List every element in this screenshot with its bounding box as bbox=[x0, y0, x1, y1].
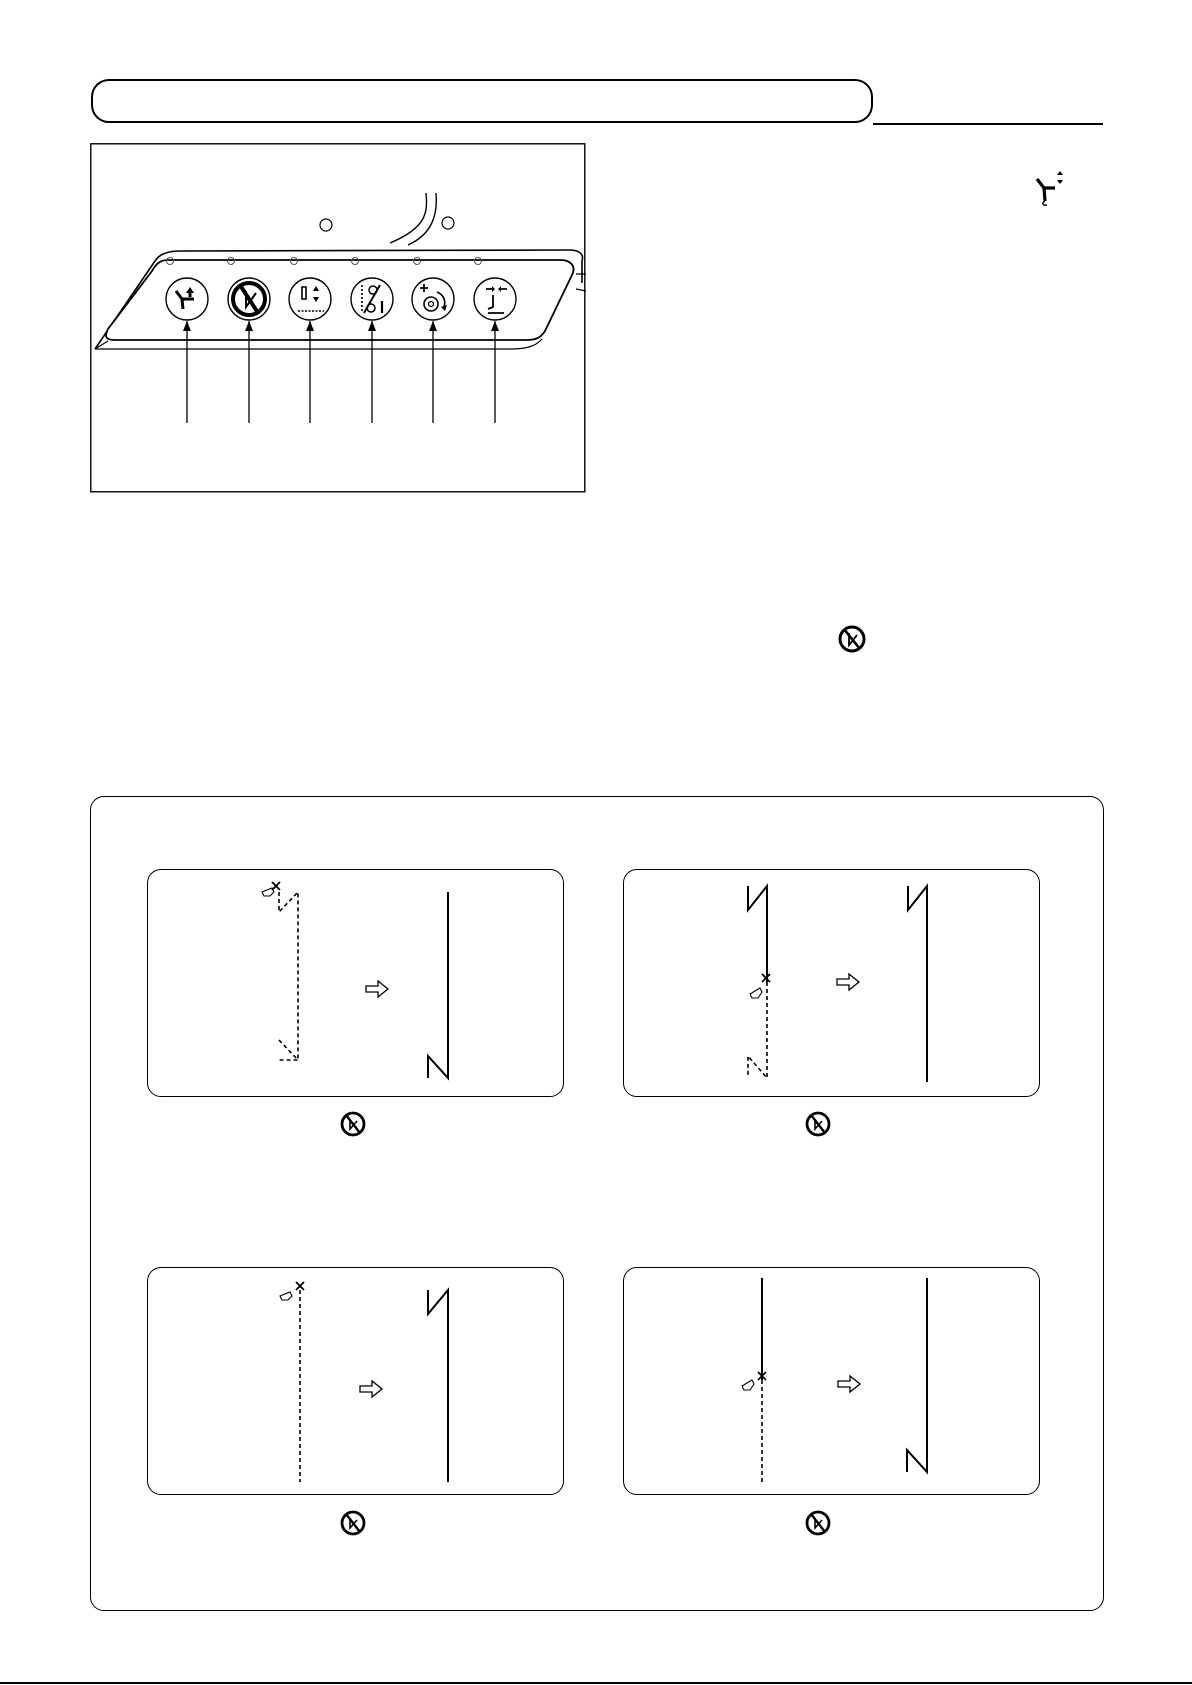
sewing-path-result bbox=[428, 1290, 448, 1482]
example-panel-bottom-right bbox=[623, 1267, 1040, 1495]
sewing-path-solid bbox=[748, 886, 767, 982]
caption-reverse-stitch-cancel-icon bbox=[804, 1110, 832, 1138]
example-panel-top-right bbox=[623, 869, 1040, 1097]
caption-reverse-stitch-cancel-icon bbox=[804, 1509, 832, 1537]
example-panel-bottom-left bbox=[147, 1267, 564, 1495]
transform-arrow bbox=[838, 1376, 860, 1392]
thread-trimmer-icon bbox=[1033, 171, 1069, 207]
button-3-needle-up-down[interactable] bbox=[289, 278, 331, 320]
section-title-frame bbox=[91, 79, 873, 123]
transform-arrow bbox=[837, 974, 859, 990]
sewing-path-result bbox=[908, 886, 927, 1082]
transform-arrow bbox=[360, 1381, 382, 1397]
button-6-presser-foot[interactable] bbox=[474, 278, 516, 320]
example-panel-top-left bbox=[147, 869, 564, 1097]
transform-arrow bbox=[366, 981, 388, 997]
caption-reverse-stitch-cancel-icon bbox=[339, 1110, 367, 1138]
title-rule bbox=[873, 123, 1103, 125]
pointer-x-mark bbox=[262, 882, 280, 896]
button-5-bobbin-winder[interactable] bbox=[412, 278, 454, 320]
footer-rule bbox=[0, 1682, 1192, 1684]
button-4-bobbin-counter[interactable] bbox=[351, 278, 393, 320]
reverse-stitch-cancel-icon bbox=[836, 623, 868, 655]
sewing-path-result bbox=[428, 892, 448, 1078]
button-1-thread-trimmer[interactable] bbox=[166, 278, 208, 320]
operation-panel-figure bbox=[90, 143, 586, 493]
button-2-reverse-stitch-cancel[interactable] bbox=[228, 278, 270, 320]
caption-reverse-stitch-cancel-icon bbox=[339, 1509, 367, 1537]
sewing-path-result bbox=[907, 1278, 927, 1472]
sewing-path-dashed bbox=[279, 892, 298, 1060]
